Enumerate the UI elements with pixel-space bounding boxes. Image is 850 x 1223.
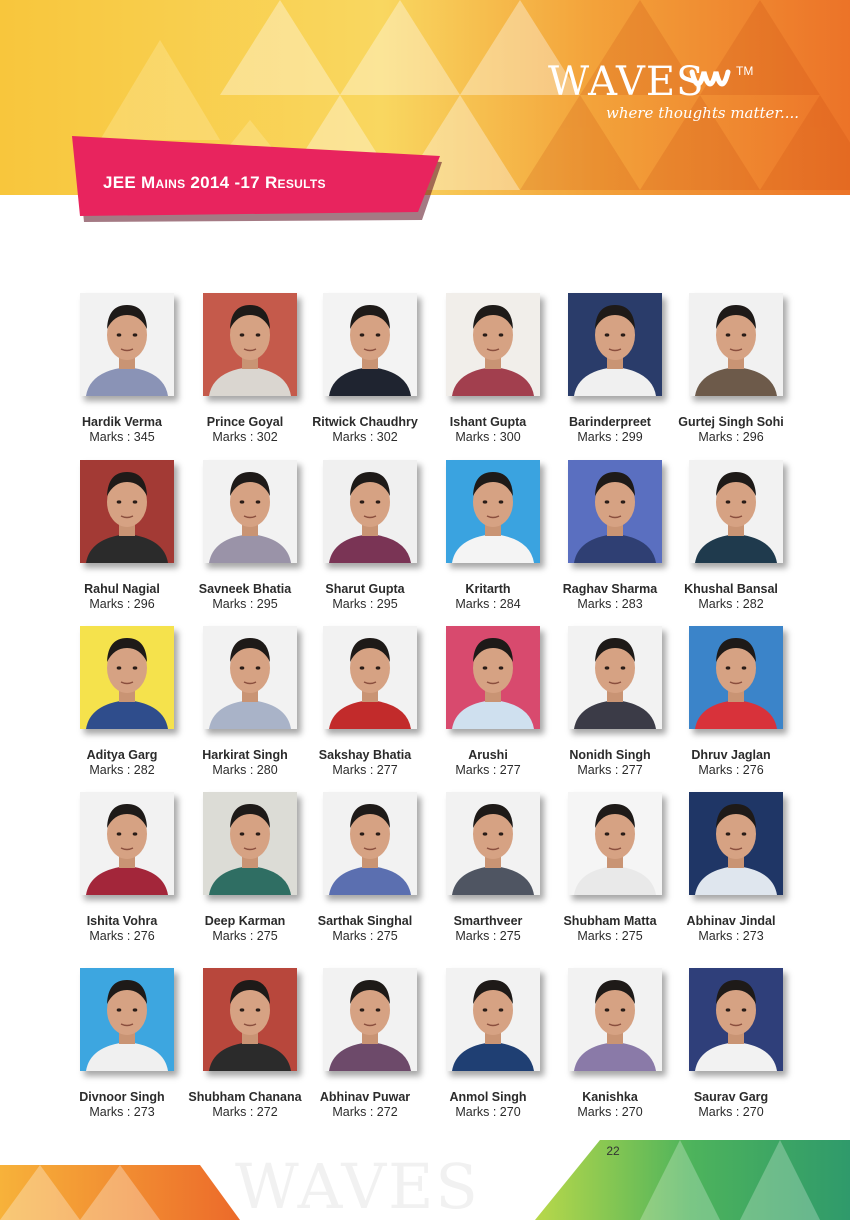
student-photo <box>568 968 662 1071</box>
student-photo <box>323 460 417 563</box>
student-name: Saurav Garg <box>693 1090 769 1104</box>
student-marks: Marks : 282 <box>698 597 764 611</box>
logo-trademark: TM <box>736 64 754 78</box>
student-photo <box>568 293 662 396</box>
logo-brand-text: WAVES <box>548 59 705 105</box>
student-name: Ritwick Chaudhry <box>312 415 418 429</box>
student-card <box>426 288 550 448</box>
results-row <box>60 963 790 1123</box>
student-name: Deep Karman <box>204 914 286 928</box>
student-photo <box>689 968 783 1071</box>
student-name: Prince Goyal <box>206 415 284 429</box>
student-marks: Marks : 275 <box>577 929 643 943</box>
waves-logo <box>548 60 818 130</box>
student-name: Smarthveer <box>453 914 523 928</box>
student-marks: Marks : 300 <box>455 430 521 444</box>
student-card <box>669 455 793 615</box>
page-title: JEE Mains 2014 -17 Results <box>103 173 326 192</box>
page-number: 22 <box>606 1144 620 1158</box>
student-photo <box>80 792 174 895</box>
student-marks: Marks : 296 <box>89 597 155 611</box>
student-name: Savneek Bhatia <box>198 582 292 596</box>
student-marks: Marks : 275 <box>332 929 398 943</box>
student-card <box>426 621 550 781</box>
student-marks: Marks : 296 <box>698 430 764 444</box>
student-photo <box>446 792 540 895</box>
student-marks: Marks : 345 <box>89 430 155 444</box>
student-marks: Marks : 273 <box>698 929 764 943</box>
student-marks: Marks : 272 <box>332 1105 398 1119</box>
results-row <box>60 455 790 615</box>
student-marks: Marks : 283 <box>577 597 643 611</box>
student-photo <box>80 460 174 563</box>
logo-tagline: where thoughts matter.... <box>606 104 800 122</box>
student-name: Dhruv Jaglan <box>691 748 771 762</box>
student-card <box>303 963 427 1123</box>
student-marks: Marks : 273 <box>89 1105 155 1119</box>
student-photo <box>689 792 783 895</box>
student-card <box>548 787 672 947</box>
student-marks: Marks : 275 <box>212 929 278 943</box>
student-marks: Marks : 302 <box>332 430 398 444</box>
student-card <box>669 288 793 448</box>
student-photo <box>446 968 540 1071</box>
student-name: Khushal Bansal <box>684 582 778 596</box>
student-card <box>669 621 793 781</box>
student-marks: Marks : 277 <box>577 763 643 777</box>
student-card <box>548 288 672 448</box>
student-name: Sharut Gupta <box>325 582 405 596</box>
student-card <box>303 787 427 947</box>
student-photo <box>203 626 297 729</box>
student-card <box>548 455 672 615</box>
student-photo <box>80 293 174 396</box>
student-photo <box>446 460 540 563</box>
student-photo <box>568 792 662 895</box>
student-card <box>60 288 184 448</box>
student-photo <box>689 626 783 729</box>
student-marks: Marks : 272 <box>212 1105 278 1119</box>
student-photo <box>203 460 297 563</box>
student-name: Abhinav Jindal <box>686 914 776 928</box>
student-card <box>426 963 550 1123</box>
student-photo <box>203 792 297 895</box>
student-photo <box>203 293 297 396</box>
student-card <box>426 455 550 615</box>
student-name: Kanishka <box>582 1090 638 1104</box>
student-card <box>183 621 307 781</box>
student-marks: Marks : 270 <box>577 1105 643 1119</box>
student-photo <box>80 968 174 1071</box>
student-card <box>183 963 307 1123</box>
student-name: Sakshay Bhatia <box>318 748 412 762</box>
student-name: Abhinav Puwar <box>319 1090 411 1104</box>
student-name: Ishita Vohra <box>86 914 158 928</box>
student-name: Nonidh Singh <box>569 748 651 762</box>
student-name: Shubham Chanana <box>188 1090 302 1104</box>
student-card <box>303 455 427 615</box>
student-marks: Marks : 275 <box>455 929 521 943</box>
student-card <box>548 621 672 781</box>
student-name: Rahul Nagial <box>84 582 160 596</box>
student-name: Shubham Matta <box>563 914 657 928</box>
student-marks: Marks : 282 <box>89 763 155 777</box>
student-name: Kritarth <box>465 582 511 596</box>
student-marks: Marks : 277 <box>332 763 398 777</box>
student-marks: Marks : 270 <box>455 1105 521 1119</box>
waves-mark-icon <box>688 66 738 100</box>
student-card <box>303 288 427 448</box>
student-photo <box>446 293 540 396</box>
student-name: Sarthak Singhal <box>317 914 413 928</box>
student-marks: Marks : 299 <box>577 430 643 444</box>
student-card <box>548 963 672 1123</box>
student-name: Anmol Singh <box>449 1090 527 1104</box>
student-name: Harkirat Singh <box>202 748 288 762</box>
student-name: Divnoor Singh <box>79 1090 165 1104</box>
student-name: Arushi <box>468 748 508 762</box>
student-name: Gurtej Singh Sohi <box>678 415 784 429</box>
student-marks: Marks : 276 <box>89 929 155 943</box>
student-marks: Marks : 277 <box>455 763 521 777</box>
student-name: Raghav Sharma <box>562 582 658 596</box>
student-photo <box>446 626 540 729</box>
student-card <box>60 787 184 947</box>
student-name: Ishant Gupta <box>449 415 527 429</box>
student-photo <box>323 968 417 1071</box>
student-marks: Marks : 302 <box>212 430 278 444</box>
student-marks: Marks : 270 <box>698 1105 764 1119</box>
student-card <box>183 787 307 947</box>
student-card <box>183 288 307 448</box>
student-photo <box>568 460 662 563</box>
student-marks: Marks : 295 <box>332 597 398 611</box>
student-photo <box>689 293 783 396</box>
student-card <box>426 787 550 947</box>
student-photo <box>203 968 297 1071</box>
student-card <box>183 455 307 615</box>
results-row <box>60 787 790 947</box>
student-marks: Marks : 280 <box>212 763 278 777</box>
student-marks: Marks : 276 <box>698 763 764 777</box>
student-card <box>669 963 793 1123</box>
results-row <box>60 288 790 448</box>
student-photo <box>323 293 417 396</box>
student-photo <box>80 626 174 729</box>
student-card <box>303 621 427 781</box>
student-marks: Marks : 295 <box>212 597 278 611</box>
student-card <box>60 455 184 615</box>
student-photo <box>323 792 417 895</box>
student-photo <box>689 460 783 563</box>
results-row <box>60 621 790 781</box>
student-name: Barinderpreet <box>569 415 651 429</box>
student-photo <box>323 626 417 729</box>
student-card <box>60 621 184 781</box>
student-card <box>669 787 793 947</box>
student-name: Hardik Verma <box>82 415 162 429</box>
student-photo <box>568 626 662 729</box>
student-card <box>60 963 184 1123</box>
student-marks: Marks : 284 <box>455 597 521 611</box>
footer-watermark: WAVES <box>235 1150 480 1223</box>
student-name: Aditya Garg <box>86 748 158 762</box>
